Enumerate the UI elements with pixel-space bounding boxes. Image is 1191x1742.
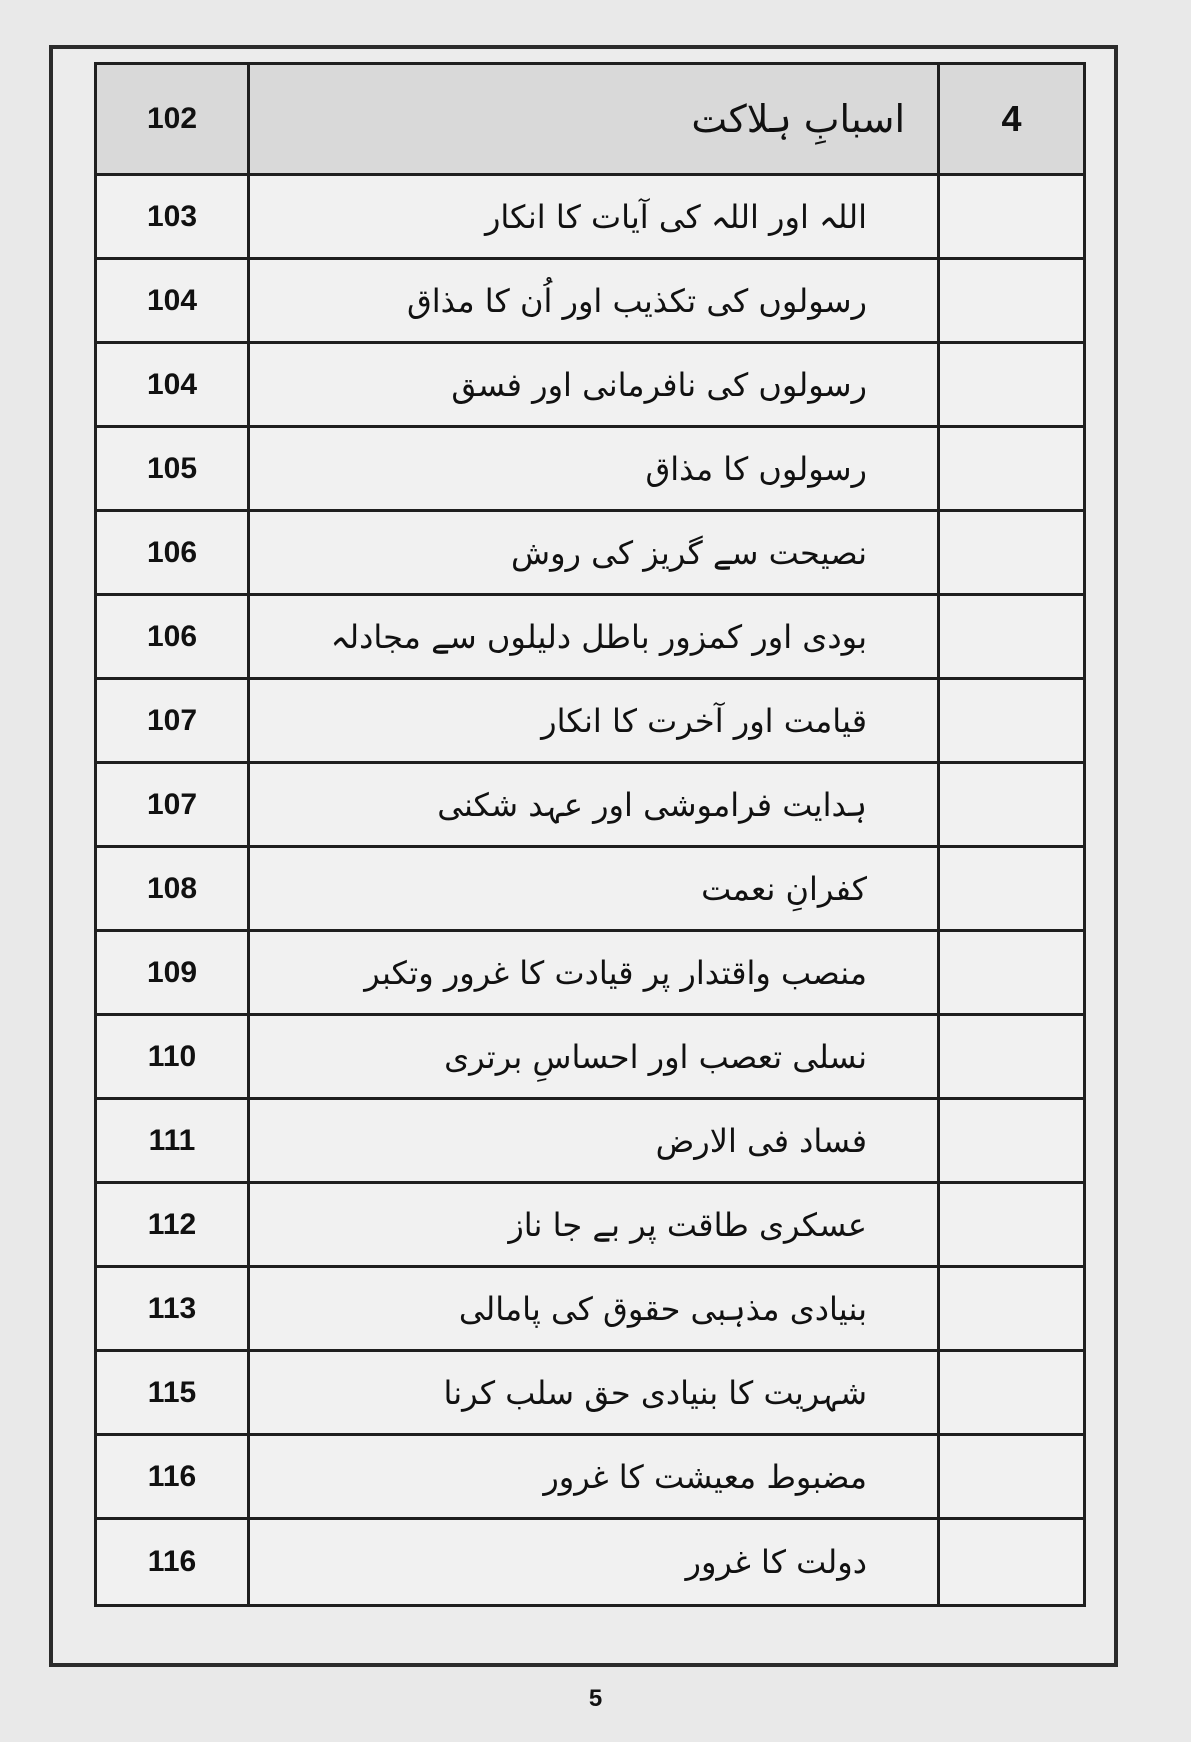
entry-number-cell bbox=[940, 176, 1083, 257]
table-row bbox=[97, 680, 1083, 764]
entry-number-cell bbox=[940, 1016, 1083, 1097]
entry-title: ہدایت فراموشی اور عہد شکنی bbox=[250, 764, 940, 845]
entry-number-cell bbox=[940, 344, 1083, 425]
entry-page-number: 116 bbox=[97, 1520, 250, 1604]
entry-page-number: 109 bbox=[97, 932, 250, 1013]
entry-number-cell bbox=[940, 848, 1083, 929]
entry-title: منصب واقتدار پر قیادت کا غرور وتکبر bbox=[250, 932, 940, 1013]
entry-page-number: 105 bbox=[97, 428, 250, 509]
table-row bbox=[97, 1520, 1083, 1604]
entry-page-number: 115 bbox=[97, 1352, 250, 1433]
entry-title: فساد فی الارض bbox=[250, 1100, 940, 1181]
entry-title: قیامت اور آخرت کا انکار bbox=[250, 680, 940, 761]
entry-page-number: 111 bbox=[97, 1100, 250, 1181]
entry-title: دولت کا غرور bbox=[250, 1520, 940, 1604]
entry-number-cell bbox=[940, 596, 1083, 677]
table-row bbox=[97, 848, 1083, 932]
entry-number-cell bbox=[940, 512, 1083, 593]
entry-number-cell bbox=[940, 1352, 1083, 1433]
entry-page-number: 113 bbox=[97, 1268, 250, 1349]
table-row bbox=[97, 260, 1083, 344]
contents-table bbox=[94, 62, 1086, 1607]
table-row bbox=[97, 1100, 1083, 1184]
entry-number-cell bbox=[940, 1268, 1083, 1349]
entry-title: رسولوں کی نافرمانی اور فسق bbox=[250, 344, 940, 425]
entry-page-number: 107 bbox=[97, 680, 250, 761]
entry-page-number: 106 bbox=[97, 512, 250, 593]
table-row bbox=[97, 176, 1083, 260]
table-row bbox=[97, 932, 1083, 1016]
entry-title: اللہ اور اللہ کی آیات کا انکار bbox=[250, 176, 940, 257]
entry-title: نسلی تعصب اور احساسِ برتری bbox=[250, 1016, 940, 1097]
entry-page-number: 103 bbox=[97, 176, 250, 257]
entry-number-cell bbox=[940, 1520, 1083, 1604]
table-row bbox=[97, 596, 1083, 680]
entry-title: بودی اور کمزور باطل دلیلوں سے مجادلہ bbox=[250, 596, 940, 677]
entry-title: رسولوں کا مذاق bbox=[250, 428, 940, 509]
entry-title: کفرانِ نعمت bbox=[250, 848, 940, 929]
entry-page-number: 116 bbox=[97, 1436, 250, 1517]
entry-page-number: 108 bbox=[97, 848, 250, 929]
entry-page-number: 104 bbox=[97, 260, 250, 341]
entry-number-cell bbox=[940, 764, 1083, 845]
entry-number-cell bbox=[940, 932, 1083, 1013]
entry-title: بنیادی مذہبی حقوق کی پامالی bbox=[250, 1268, 940, 1349]
entry-number-cell bbox=[940, 260, 1083, 341]
entry-title: شہریت کا بنیادی حق سلب کرنا bbox=[250, 1352, 940, 1433]
table-row bbox=[97, 1268, 1083, 1352]
entry-number-cell bbox=[940, 1184, 1083, 1265]
entry-page-number: 110 bbox=[97, 1016, 250, 1097]
entry-number-cell bbox=[940, 1436, 1083, 1517]
entry-number-cell bbox=[940, 1100, 1083, 1181]
table-row bbox=[97, 344, 1083, 428]
entry-page-number: 104 bbox=[97, 344, 250, 425]
entry-page-number: 112 bbox=[97, 1184, 250, 1265]
chapter-title: اسبابِ ہلاکت bbox=[250, 65, 940, 173]
chapter-header-row bbox=[97, 65, 1083, 176]
footer-page-number: 5 bbox=[588, 1685, 603, 1712]
table-row bbox=[97, 428, 1083, 512]
chapter-number: 4 bbox=[1001, 98, 1022, 139]
table-row bbox=[97, 512, 1083, 596]
table-row bbox=[97, 764, 1083, 848]
entry-number-cell bbox=[940, 428, 1083, 509]
entry-title: عسکری طاقت پر بے جا ناز bbox=[250, 1184, 940, 1265]
entry-title: مضبوط معیشت کا غرور bbox=[250, 1436, 940, 1517]
entry-title: رسولوں کی تکذیب اور اُن کا مذاق bbox=[250, 260, 940, 341]
table-row bbox=[97, 1184, 1083, 1268]
entry-number-cell bbox=[940, 680, 1083, 761]
table-row bbox=[97, 1352, 1083, 1436]
entry-title: نصیحت سے گریز کی روش bbox=[250, 512, 940, 593]
table-row bbox=[97, 1016, 1083, 1100]
entry-page-number: 107 bbox=[97, 764, 250, 845]
table-row bbox=[97, 1436, 1083, 1520]
entry-page-number: 106 bbox=[97, 596, 250, 677]
chapter-page-number: 102 bbox=[97, 65, 250, 173]
